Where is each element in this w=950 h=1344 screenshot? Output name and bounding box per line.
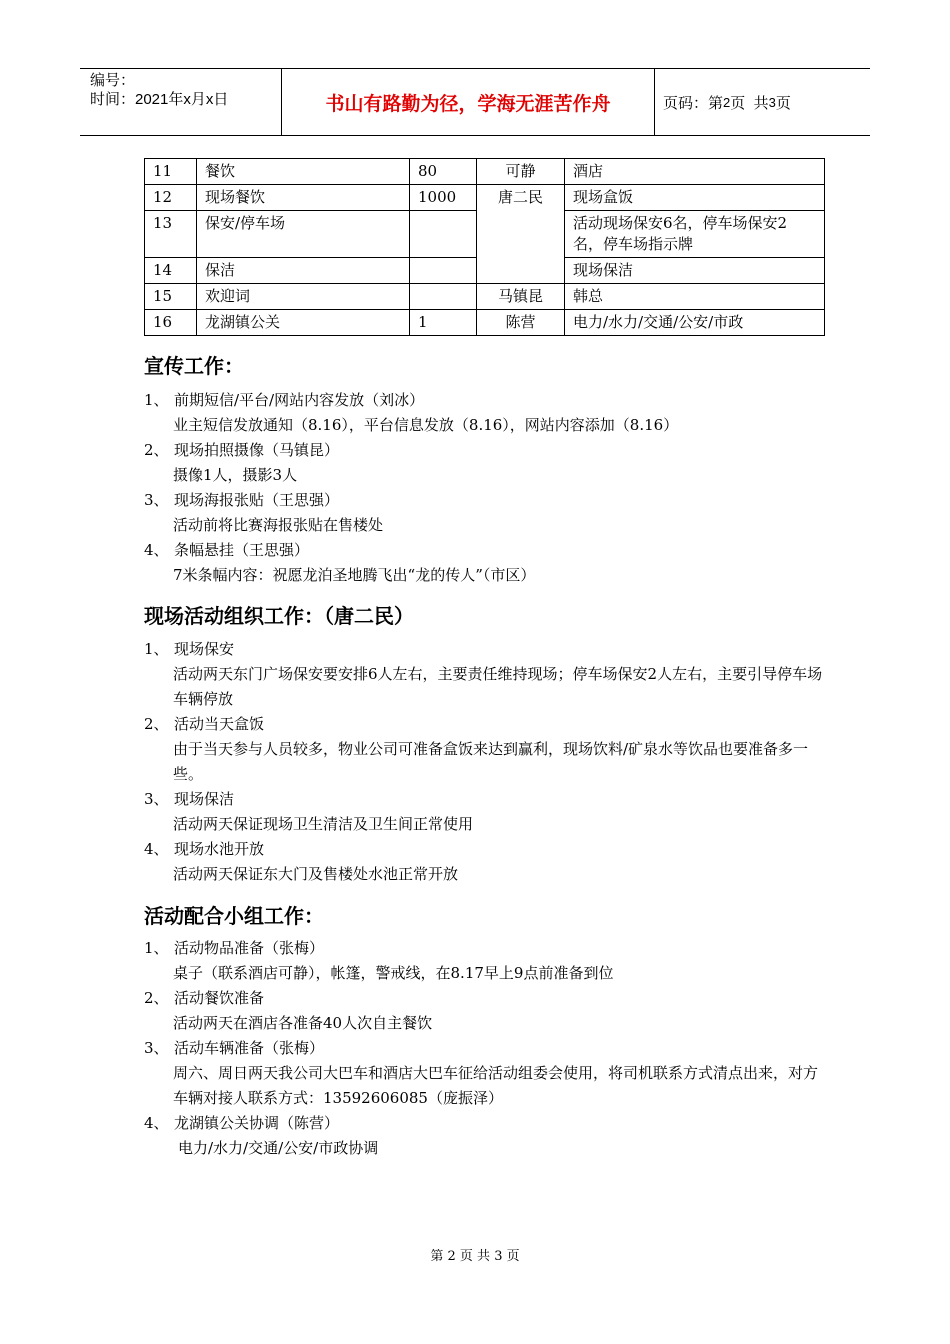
item-title: 龙湖镇公关协调（陈营） [174, 1114, 340, 1132]
list-item [144, 1036, 824, 1061]
list-item [144, 438, 824, 463]
row-note: 电力/水力/交通/公安/市政 [565, 310, 825, 336]
row-note: 活动现场保安6名，停车场保安2名，停车场指示牌 [565, 211, 825, 258]
row-qty: 80 [410, 159, 477, 185]
row-number: 15 [145, 284, 197, 310]
row-number: 14 [145, 258, 197, 284]
item-detail: 由于当天参与人员较多，物业公司可准备盒饭来达到赢利，现场饮料/矿泉水等饮品也要准备多一些。 [173, 740, 809, 783]
list-item [144, 538, 824, 563]
page-suffix: 页 [775, 94, 791, 112]
list-item [144, 936, 824, 961]
item-title: 现场拍照摄像（马镇昆） [174, 441, 340, 459]
row-person: 唐二民 [477, 185, 565, 284]
section-title-support: 活动配合小组工作： [144, 904, 324, 928]
page-mid: 页 共 [730, 94, 769, 112]
row-qty: 1 [410, 310, 477, 336]
page-header [80, 68, 870, 136]
header-motto: 书山有路勤为径，学海无涯苦作舟 [282, 69, 655, 135]
list-item [144, 837, 824, 862]
item-detail: 活动前将比赛海报张贴在售楼处 [173, 516, 384, 534]
item-detail: 活动两天在酒店各准备40人次自主餐饮 [173, 1014, 433, 1032]
item-title: 现场水池开放 [174, 840, 265, 858]
item-number: 2、 [144, 989, 169, 1007]
table-row [145, 284, 825, 310]
row-item: 龙湖镇公关 [197, 310, 410, 336]
row-qty [410, 258, 477, 284]
item-title: 活动餐饮准备 [174, 989, 265, 1007]
row-item: 现场餐饮 [197, 185, 410, 211]
item-title: 活动物品准备（张梅） [174, 939, 325, 957]
table-row [145, 310, 825, 336]
row-note: 现场盒饭 [565, 185, 825, 211]
row-person: 陈营 [477, 310, 565, 336]
row-qty [410, 284, 477, 310]
row-note: 酒店 [565, 159, 825, 185]
item-detail: 业主短信发放通知（8.16），平台信息发放（8.16），网站内容添加（8.16） [173, 416, 679, 434]
item-number: 1、 [144, 391, 169, 409]
header-page-number [655, 69, 870, 135]
row-item: 欢迎词 [197, 284, 410, 310]
task-table [144, 158, 825, 336]
list-item [144, 787, 824, 812]
list-item [144, 712, 824, 737]
list-item [144, 1111, 824, 1136]
table-row [145, 159, 825, 185]
item-number: 1、 [144, 640, 169, 658]
list-item [144, 388, 824, 413]
item-detail: 电力/水力/交通/公安/市政协调 [178, 1139, 379, 1157]
item-title: 条幅悬挂（王思强） [174, 541, 310, 559]
section-title-onsite: 现场活动组织工作：（唐二民） [144, 604, 414, 628]
document-date: 时间：2021年x月x日 [90, 91, 229, 108]
list-item [144, 637, 824, 662]
row-number: 11 [145, 159, 197, 185]
item-detail: 活动两天保证现场卫生清洁及卫生间正常使用 [173, 815, 474, 833]
page-total: 3 [768, 94, 776, 110]
item-detail: 活动两天保证东大门及售楼处水池正常开放 [173, 865, 459, 883]
list-item [144, 986, 824, 1011]
item-number: 4、 [144, 541, 169, 559]
item-number: 2、 [144, 715, 169, 733]
item-number: 3、 [144, 491, 169, 509]
item-title: 活动车辆准备（张梅） [174, 1039, 325, 1057]
row-note: 现场保洁 [565, 258, 825, 284]
row-item: 保安/停车场 [197, 211, 410, 258]
item-number: 1、 [144, 939, 169, 957]
row-qty [410, 211, 477, 258]
item-number: 4、 [144, 840, 169, 858]
row-number: 16 [145, 310, 197, 336]
page-footer: 第 2 页 共 3 页 [430, 1249, 520, 1264]
row-person: 可静 [477, 159, 565, 185]
row-note: 韩总 [565, 284, 825, 310]
item-detail: 桌子（联系酒店可静），帐篷，警戒线，在8.17早上9点前准备到位 [173, 964, 614, 982]
item-number: 3、 [144, 1039, 169, 1057]
item-title: 现场保洁 [174, 790, 235, 808]
row-qty: 1000 [410, 185, 477, 211]
page-num: 2 [723, 94, 731, 110]
item-title: 活动当天盒饭 [174, 715, 265, 733]
item-detail: 活动两天东门广场保安要安排6人左右，主要责任维持现场；停车场保安2人左右，主要引导停车场车辆停放 [173, 665, 823, 708]
item-title: 前期短信/平台/网站内容发放（刘冰） [174, 391, 425, 409]
item-detail: 周六、周日两天我公司大巴车和酒店大巴车征给活动组委会使用，将司机联系方式清点出来，对方车辆对接人联系方式：13592606085（庞振泽） [173, 1064, 819, 1107]
item-detail: 摄像1人，摄影3人 [173, 466, 298, 484]
table-row [145, 185, 825, 211]
header-meta [80, 69, 282, 135]
row-item: 餐饮 [197, 159, 410, 185]
document-number-label: 编号： [90, 72, 136, 89]
item-title: 现场海报张贴（王思强） [174, 491, 340, 509]
row-number: 13 [145, 211, 197, 258]
section-title-publicity: 宣传工作： [144, 354, 244, 378]
item-number: 4、 [144, 1114, 169, 1132]
page-prefix: 页码：第 [663, 94, 724, 112]
item-detail: 7米条幅内容：祝愿龙泊圣地腾飞出“龙的传人”（市区） [173, 566, 536, 584]
item-number: 3、 [144, 790, 169, 808]
row-person: 马镇昆 [477, 284, 565, 310]
list-item [144, 488, 824, 513]
row-item: 保洁 [197, 258, 410, 284]
item-number: 2、 [144, 441, 169, 459]
item-title: 现场保安 [174, 640, 235, 658]
row-number: 12 [145, 185, 197, 211]
